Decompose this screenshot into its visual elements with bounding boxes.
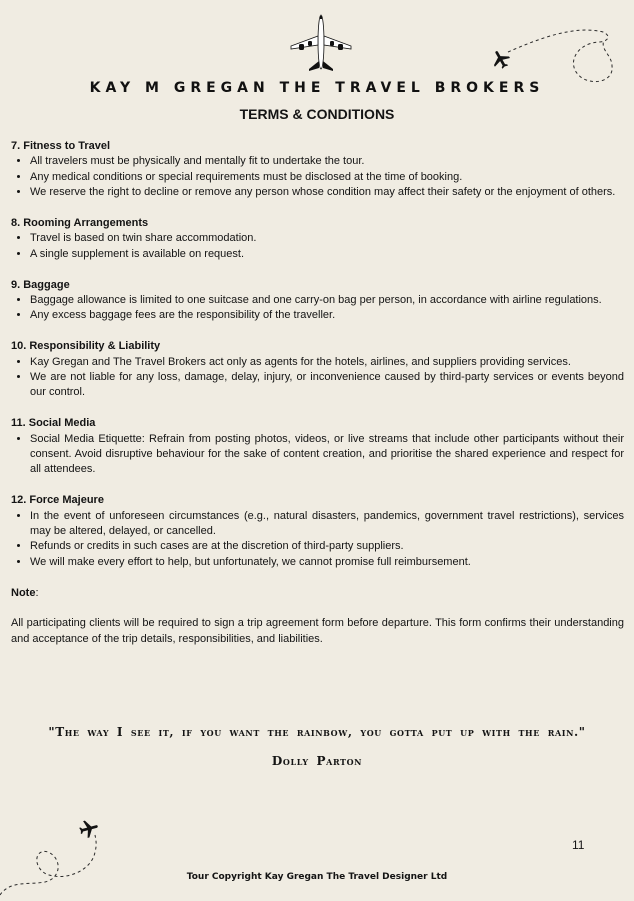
- note-label-suffix: :: [35, 586, 39, 599]
- bullet-list: [11, 231, 624, 262]
- quote-text: "The way I see it, if you want the rainbow, you gotta put up with the rain.": [48, 725, 586, 739]
- bullet-list: [11, 432, 624, 478]
- section-heading: 7. Fitness to Travel: [11, 140, 111, 152]
- bullet-list: [11, 293, 624, 324]
- note-text: All participating clients will be required to sign a trip agreement form before departure. This form confirms their understanding and acceptance of the trip details, responsibilities, and liabilities.: [11, 617, 624, 645]
- airplane-icon: [78, 818, 100, 840]
- brand-heading: KAY M GREGAN THE TRAVEL BROKERS: [89, 80, 545, 96]
- list-item: • A single supplement is available on request.: [30, 247, 624, 262]
- list-item: • Any medical conditions or special requirements must be disclosed at the time of booking.: [30, 170, 624, 185]
- terms-content: [11, 139, 624, 647]
- section-responsibility-liability: [11, 339, 624, 401]
- list-item: • Any excess baggage fees are the responsibility of the traveller.: [30, 308, 624, 323]
- list-item: • In the event of unforeseen circumstances (e.g., natural disasters, pandemics, government travel restrictions), services may be altered, delayed, or cancelled.: [30, 509, 624, 540]
- section-heading: 9. Baggage: [11, 278, 70, 291]
- list-item: • Travel is based on twin share accommodation.: [30, 231, 624, 246]
- section-baggage: [11, 278, 624, 324]
- airplane-top-view-icon: [289, 14, 353, 72]
- page-title: TERMS & CONDITIONS: [239, 106, 395, 122]
- bullet-list: [11, 509, 624, 571]
- section-heading: 12. Force Majeure: [11, 494, 104, 507]
- list-item: • All travelers must be physically and mentally fit to undertake the tour.: [30, 154, 624, 169]
- section-heading: 11. Social Media: [11, 417, 96, 430]
- list-item: • Kay Gregan and The Travel Brokers act only as agents for the hotels, airlines, and suppliers providing services.: [30, 355, 624, 370]
- section-social-media: [11, 416, 624, 478]
- quote-author: Dolly Parton: [271, 754, 363, 768]
- note-label-text: Note: [11, 586, 36, 599]
- list-item: • We reserve the right to decline or remove any person whose condition may affect their safety or the enjoyment of others.: [30, 185, 624, 200]
- section-force-majeure: [11, 493, 624, 570]
- list-item: • Refunds or credits in such cases are at the discretion of third-party suppliers.: [30, 539, 624, 554]
- footer-copyright: Tour Copyright Kay Gregan The Travel Designer Ltd: [186, 872, 448, 882]
- section-heading: 10. Responsibility & Liability: [11, 340, 161, 353]
- list-item: • We will make every effort to help, but unfortunately, we cannot promise full reimbursement.: [30, 555, 624, 570]
- airplane-icon: [490, 48, 512, 70]
- section-heading: 8. Rooming Arrangements: [11, 217, 149, 230]
- section-fitness-to-travel: [11, 139, 624, 201]
- list-item: • We are not liable for any loss, damage, delay, injury, or inconvenience caused by third-party services or events beyond our control.: [30, 370, 624, 401]
- section-rooming-arrangements: [11, 216, 624, 262]
- note-label: [11, 586, 624, 601]
- page-number: 11: [572, 838, 585, 852]
- list-item: • Baggage allowance is limited to one suitcase and one carry-on bag per person, in accordance with airline regulations.: [30, 293, 624, 308]
- list-item: • Social Media Etiquette: Refrain from posting photos, videos, or live streams that include other participants without their consent. Avoid disruptive behaviour for the sake of content creation, and prioritise the shared experience and respect for all attendees.: [30, 432, 624, 478]
- bullet-list: [11, 355, 624, 401]
- bullet-list: [11, 154, 624, 200]
